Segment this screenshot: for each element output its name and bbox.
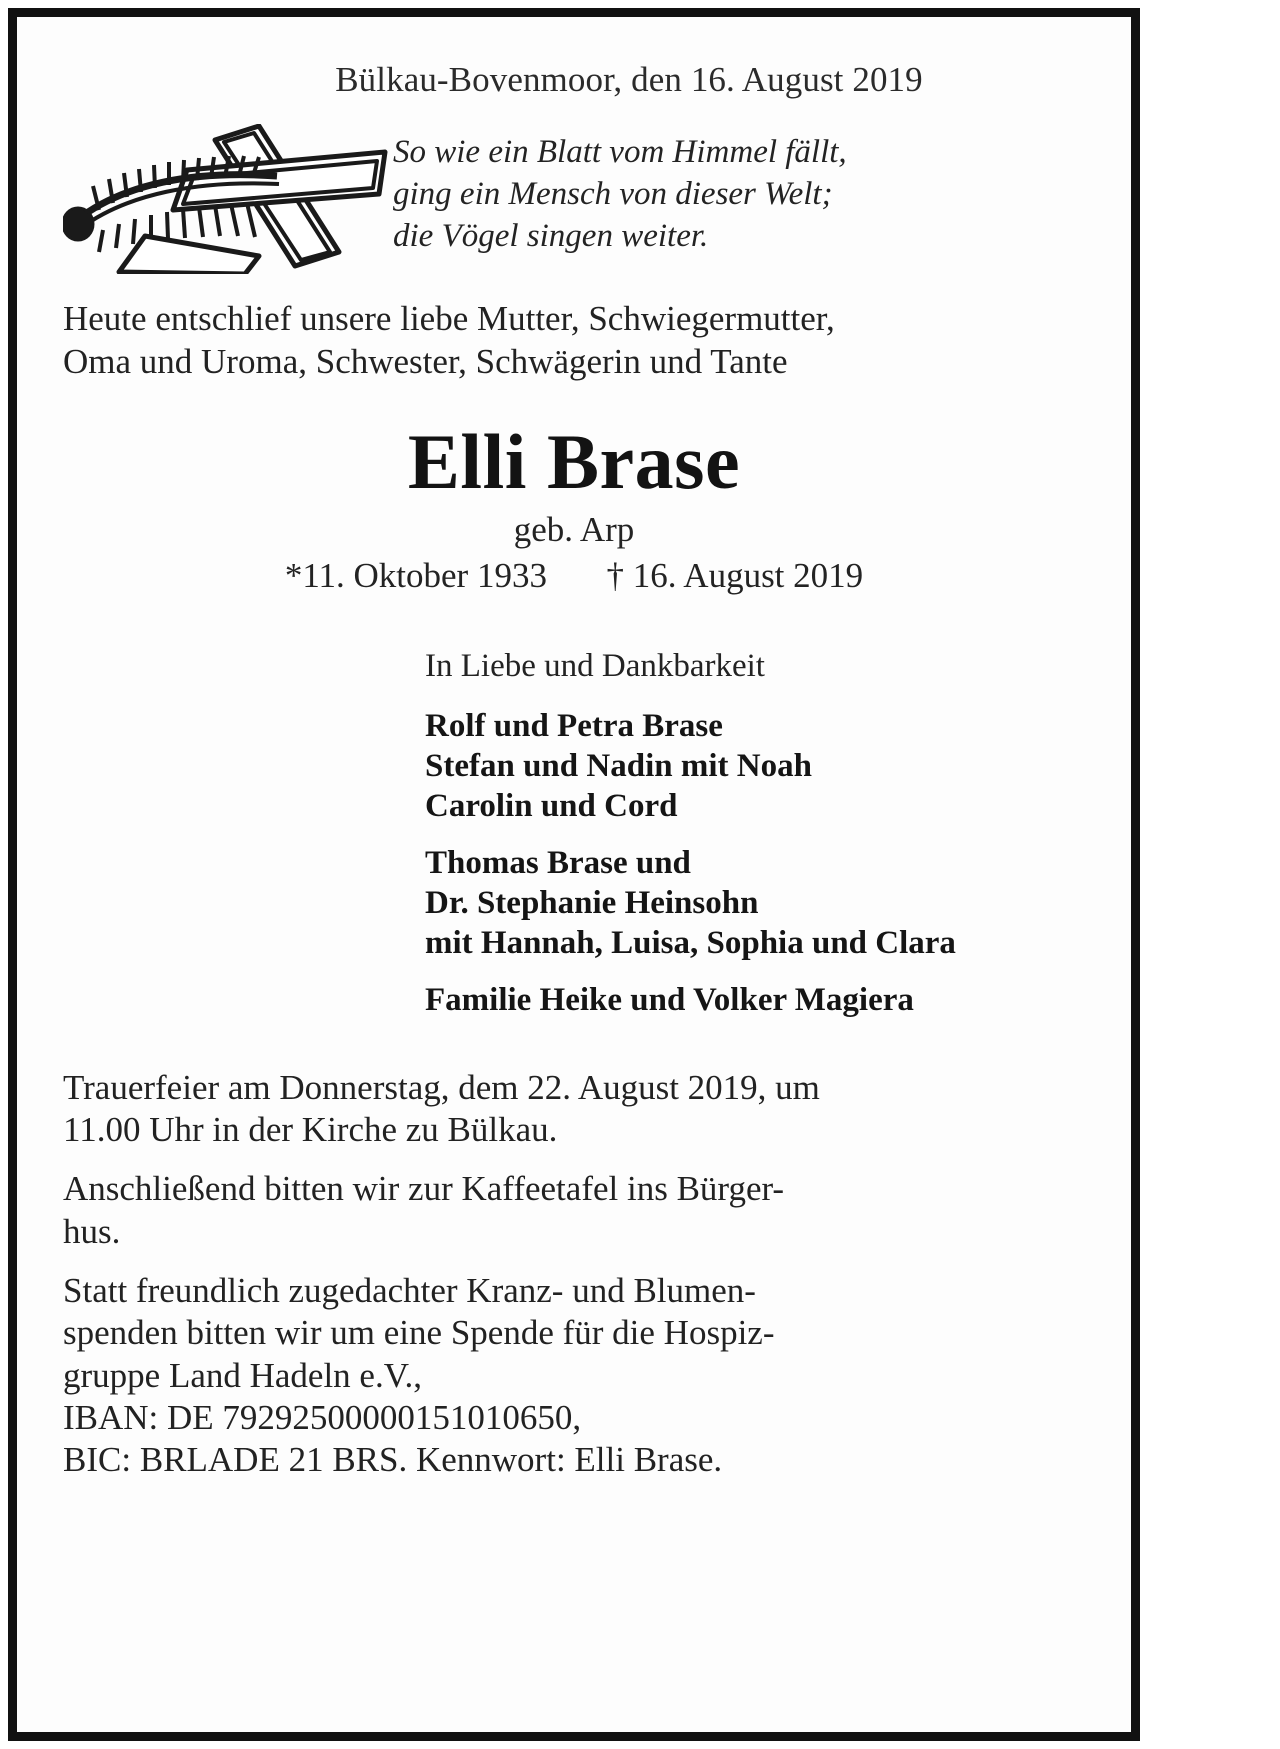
mourner-line: Dr. Stephanie Heinsohn [425, 884, 759, 921]
mourner-line: Stefan und Nadin mit Noah [425, 748, 812, 785]
intro-line-1: Heute entschlief unsere liebe Mutter, Schwiegermutter, [63, 299, 835, 338]
memorial-poem [393, 120, 847, 258]
intro-paragraph [63, 298, 1085, 383]
mourners-block [17, 648, 1131, 1020]
deceased-name: Elli Brase [407, 418, 741, 506]
reception-text-continued: hus. [63, 1211, 121, 1251]
cross-with-palm-frond-icon [63, 120, 393, 274]
mourner-line: Carolin und Cord [425, 788, 678, 825]
mourner-line: Familie Heike und Volker Magiera [425, 981, 914, 1018]
reception-text: Anschließend bitten wir zur Kaffeetafel ins Bürger- [63, 1169, 785, 1209]
donation-line-2: spenden bitten wir um eine Spende für die Hospiz- [63, 1313, 775, 1353]
donation-bic: BIC: BRLADE 21 BRS. Kennwort: Elli Brase. [63, 1440, 723, 1480]
mourner-line: Rolf und Petra Brase [425, 708, 723, 745]
donation-paragraph [63, 1270, 1085, 1482]
intro-line-2: Oma und Uroma, Schwester, Schwägerin und Tante [63, 341, 788, 381]
funeral-service-paragraph [63, 1067, 1085, 1152]
poem-line-1: So wie ein Blatt vom Himmel fällt, [393, 134, 847, 170]
place-and-date: Bülkau-Bovenmoor, den 16. August 2019 [335, 60, 923, 99]
closing-information [63, 1067, 1085, 1482]
emblem-and-poem-row [17, 120, 1131, 274]
death-date: † 16. August 2019 [606, 556, 864, 596]
reception-paragraph [63, 1168, 1085, 1253]
obituary-notice-body [17, 17, 1131, 1732]
deceased-maiden-name: geb. Arp [513, 510, 635, 550]
poem-line-2: ging ein Mensch von dieser Welt; [393, 175, 833, 212]
obituary-notice-frame [8, 8, 1140, 1741]
mourner-line: Thomas Brase und [425, 845, 691, 882]
birth-date: *11. Oktober 1933 [284, 556, 547, 596]
donation-iban: IBAN: DE 79292500000151010650, [63, 1398, 582, 1438]
mourner-group [425, 981, 1131, 1021]
mourners-heading: In Liebe und Dankbarkeit [425, 648, 765, 685]
funeral-service-text: Trauerfeier am Donnerstag, dem 22. August 2019, um [63, 1067, 820, 1107]
mourner-group [425, 707, 1131, 827]
life-dates [17, 556, 1131, 596]
funeral-service-time: 11.00 Uhr in der Kirche zu Bülkau. [63, 1110, 558, 1150]
donation-line-3: gruppe Land Hadeln e.V., [63, 1355, 422, 1395]
donation-line-1: Statt freundlich zugedachter Kranz- und Blumen- [63, 1271, 756, 1311]
mourner-group [425, 844, 1131, 964]
poem-line-3: die Vögel singen weiter. [393, 217, 709, 254]
mourner-line: mit Hannah, Luisa, Sophia und Clara [425, 924, 956, 961]
